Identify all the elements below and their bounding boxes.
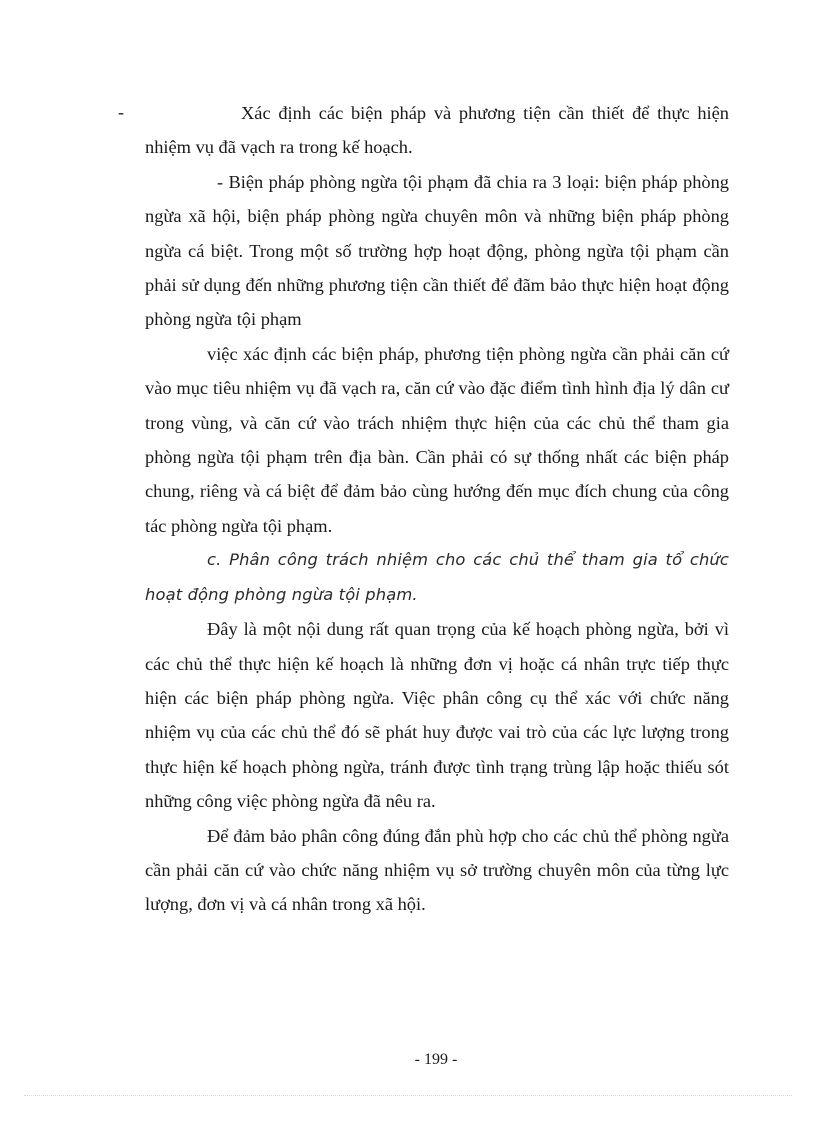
bottom-divider: [24, 1095, 792, 1096]
paragraph-measures-means: Xác định các biện pháp và phương tiện cần thiết để thực hiện nhiệm vụ đã vạch ra trong kế hoạch.: [145, 103, 729, 158]
section-heading-c: c. Phân công trách nhiệm cho các chủ thể tham gia tổ chức hoạt động phòng ngừa tội phạm.: [145, 550, 729, 604]
page-number: - 199 -: [414, 1051, 458, 1068]
paragraph-prevention-types: - Biện pháp phòng ngừa tội phạm đã chia ra 3 loại: biện pháp phòng ngừa xã hội, biện pháp phòng ngừa chuyên môn và những biện pháp phòng ngừa cá biệt. Trong một số trường hợp hoạt động, phòng ngừa tội phạm cần phải sử dụng đến những phương tiện cần thiết để đãm bảo thực hiện hoạt động phòng ngừa tội phạm: [145, 171, 729, 330]
body-text: [145, 100, 729, 922]
paragraph-assignment-importance: Đây là một nội dung rất quan trọng của kế hoạch phòng ngừa, bởi vì các chủ thể thực hiện kế hoạch là những đơn vị hoặc cá nhân trực tiếp thực hiện các biện pháp phòng ngừa. Việc phân công cụ thể xác với chức năng nhiệm vụ của các chủ thể đó sẽ phát huy được vai trò của các lực lượng trong thực hiện kế hoạch phòng ngừa, tránh được tình trạng trùng lập hoặc thiếu sót những công việc phòng ngừa đã nêu ra.: [145, 619, 729, 812]
bullet-marker: -: [118, 102, 124, 122]
paragraph-determining-measures: việc xác định các biện pháp, phương tiện phòng ngừa cần phải căn cứ vào mục tiêu nhiệm vụ đã vạch ra, căn cứ vào đặc điểm tình hình địa lý dân cư trong vùng, và căn cứ vào trách nhiệm thực hiện của các chủ thể tham gia phòng ngừa tội phạm trên địa bàn. Cần phải có sự thống nhất các biện pháp chung, riêng và cá biệt để đảm bảo cùng hướng đến mục đích chung của công tác phòng ngừa tội phạm.: [145, 343, 729, 536]
paragraph-assignment-basis: Để đảm bảo phân công đúng đắn phù hợp cho các chủ thể phòng ngừa cần phải căn cứ vào chức năng nhiệm vụ sở trường chuyên môn của từng lực lượng, đơn vị và cá nhân trong xã hội.: [145, 825, 729, 915]
